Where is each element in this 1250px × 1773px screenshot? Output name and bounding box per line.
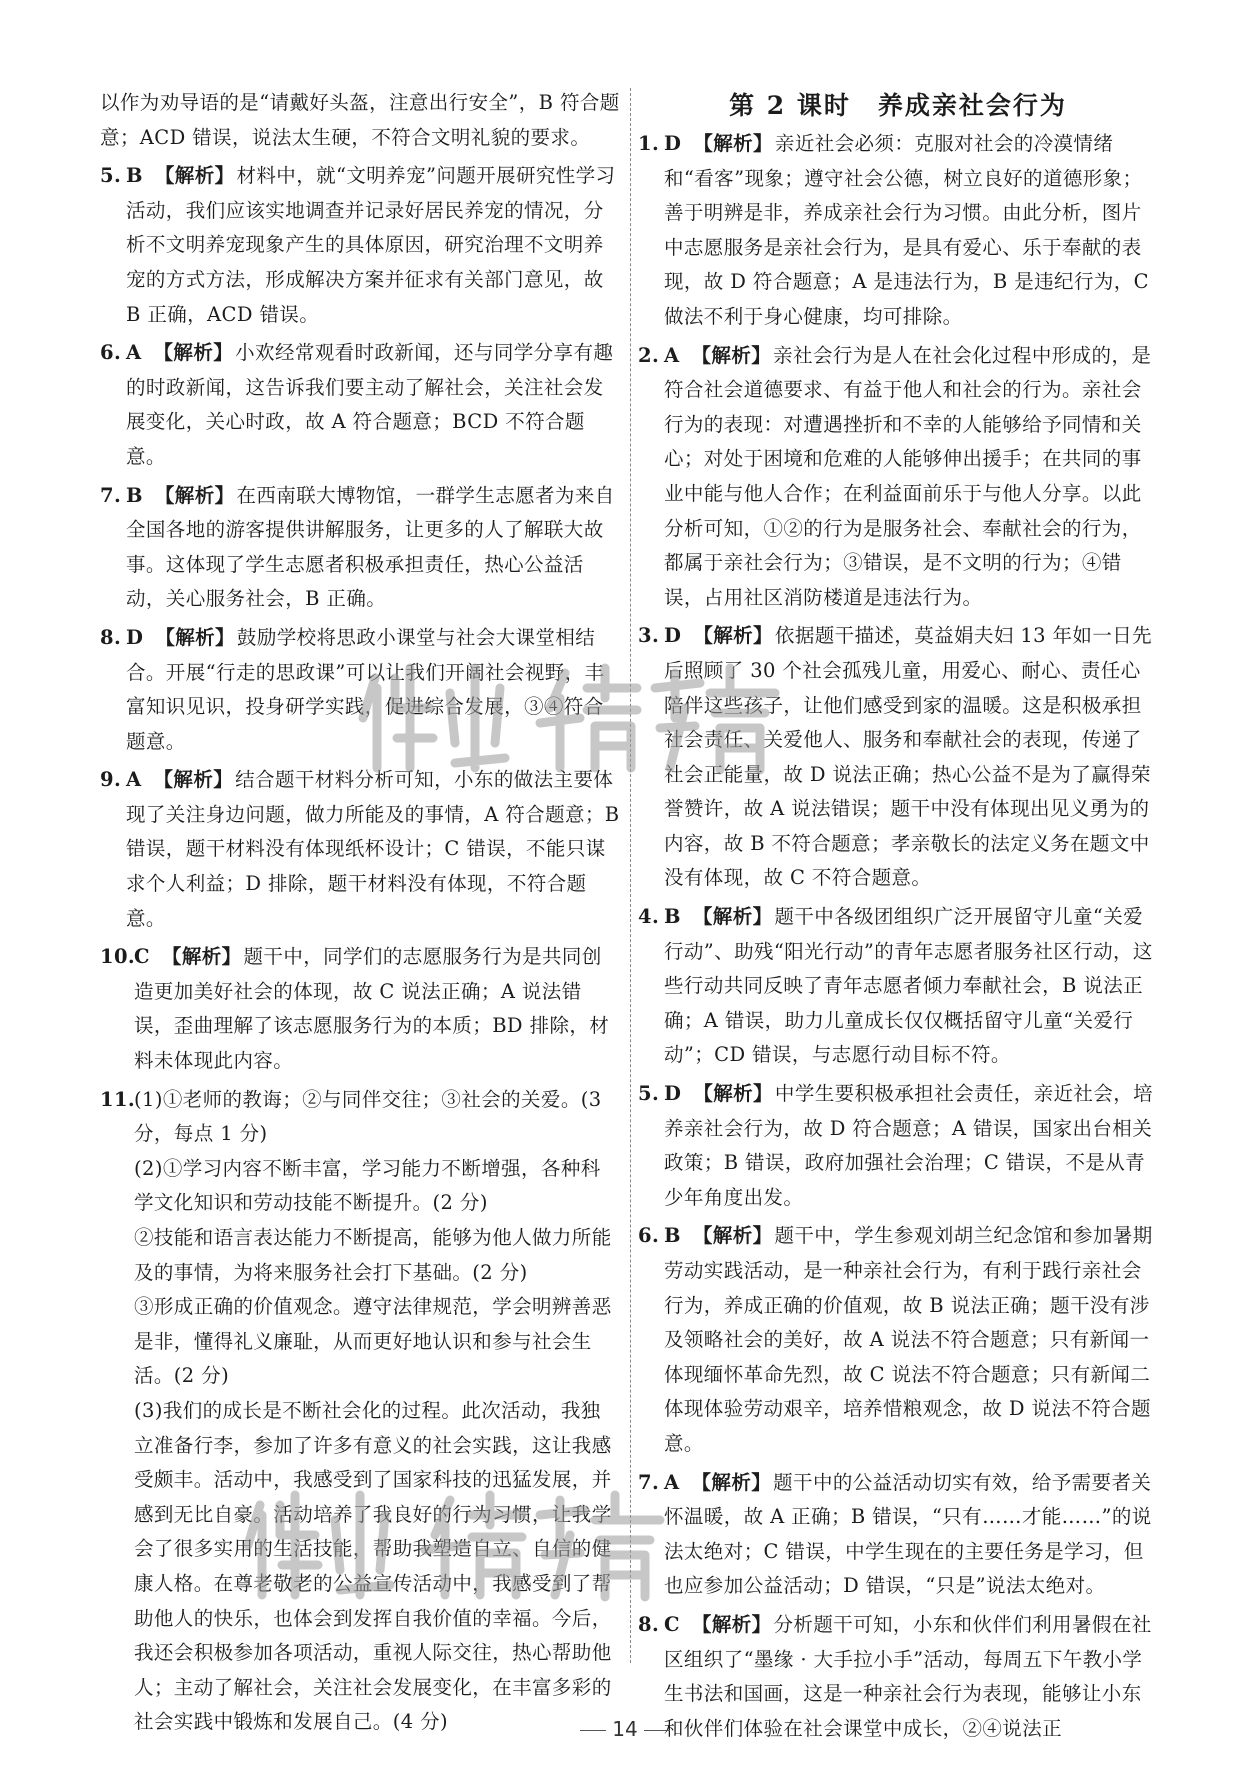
answer-letter: B: [126, 483, 143, 507]
answer-letter: D: [126, 625, 144, 649]
answer-item-7: [100, 479, 620, 617]
page-number-dash: [580, 1730, 606, 1731]
q11-part-2-point-3: ③形成正确的价值观念。遵守法律规范，学会明辨善恶是非，懂得礼义廉耻，从而更好地认识和参与社会生活。(2 分): [134, 1295, 612, 1388]
analysis-text: 在西南联大博物馆，一群学生志愿者为来自全国各地的游客提供讲解服务，让更多的人了解联大故事。这体现了学生志愿者积极承担责任，热心公益活动，关心服务社会，B 正确。: [126, 483, 615, 611]
column-divider: [630, 88, 631, 1663]
analysis-tag: 【解析】: [693, 624, 773, 648]
q11-part-2-point-2: ②技能和语言表达能力不断提高，能够为他人做力所能及的事情，为将来服务社会打下基础。(2 分): [134, 1226, 612, 1284]
analysis-tag: 【解析】: [691, 1612, 772, 1636]
answer-letter: B: [126, 164, 143, 188]
item-number: 9.: [100, 768, 122, 792]
analysis-tag: 【解析】: [154, 164, 235, 188]
answer-item-11: [100, 1083, 620, 1740]
answer-item-9: [100, 763, 620, 936]
analysis-text: 题干中，同学们的志愿服务行为是共同创造更加美好社会的体现，故 C 说法正确；A 说法错误，歪曲理解了该志愿服务行为的本质；BD 排除，材料未体现此内容。: [134, 945, 610, 1073]
answer-letter: B: [664, 905, 681, 929]
analysis-text: 中学生要积极承担社会责任，亲近社会，培养亲社会行为，故 D 符合题意；A 错误，国家出台相关政策；B 错误，政府加强社会治理；C 错误，不是从青少年角度出发。: [664, 1082, 1154, 1209]
analysis-tag: 【解析】: [155, 625, 235, 649]
q11-part-2-point-1: (2)①学习内容不断丰富，学习能力不断增强，各种科学文化知识和劳动技能不断提升。(2 分): [134, 1156, 601, 1215]
analysis-tag: 【解析】: [691, 343, 772, 367]
answer-letter: A: [126, 768, 142, 792]
answer-letter: A: [664, 1470, 680, 1494]
right-column: [638, 76, 1158, 1750]
item-number: 10.: [100, 945, 136, 969]
answer-item-10: [100, 940, 620, 1078]
analysis-tag: 【解析】: [692, 1224, 773, 1248]
q11-part-1: (1)①老师的教诲；②与同伴交往；③社会的关爱。(3 分，每点 1 分): [134, 1087, 602, 1146]
analysis-text: 材料中，就“文明养宠”问题开展研究性学习活动，我们应该实地调查并记录好居民养宠的情况，分析不文明养宠现象产生的具体原因，研究治理不文明养宠的方式方法，形成解决方案并征求有关部门意见，故 B 正确，ACD 错误。: [126, 164, 616, 326]
analysis-text: 亲近社会必须：克服对社会的冷漠情绪和“看客”现象；遵守社会公德，树立良好的道德形象；善于明辨是非，养成亲社会行为习惯。由此分析，图片中志愿服务是亲社会行为，是具有爱心、乐于奉献的表现，故 D 符合题意；A 是违法行为，B 是违纪行为，C 做法不利于身心健康，均可排除。: [664, 132, 1149, 328]
item-number: 1.: [638, 132, 660, 155]
answer-letter: D: [664, 132, 682, 155]
item-number: 3.: [638, 624, 660, 648]
analysis-tag: 【解析】: [153, 341, 234, 365]
lesson2-item-1: [638, 127, 1158, 335]
analysis-text: 题干中，学生参观刘胡兰纪念馆和参加暑期劳动实践活动，是一种亲社会行为，有利于践行亲社会行为，养成正确的价值观，故 B 说法正确；题干没有涉及领略社会的美好，故 A 说法不符合题意；只有新闻一体现缅怀革命先烈，故 C 说法不符合题意；只有新闻二体现体验劳动艰辛，培养惜粮观念，故 D 说法不符合题意。: [664, 1224, 1153, 1455]
item-number: 6.: [638, 1224, 660, 1248]
analysis-text: 结合题干材料分析可知，小东的做法主要体现了关注身边问题，做力所能及的事情，A 符合题意；B 错误，题干材料没有体现纸杯设计；C 错误，不能只谋求个人利益；D 排除，题干材料没有体现，不符合题意。: [126, 768, 620, 930]
analysis-tag: 【解析】: [692, 905, 773, 929]
item-number: 6.: [100, 341, 122, 365]
answer-item-5: [100, 159, 620, 332]
lesson2-item-6: [638, 1219, 1158, 1461]
analysis-text: 鼓励学校将思政小课堂与社会大课堂相结合。开展“行走的思政课”可以让我们开阔社会视野，丰富知识见识，投身研学实践，促进综合发展，③④符合题意。: [126, 625, 605, 753]
lesson2-item-7: [638, 1466, 1158, 1604]
page-number: [0, 1717, 1250, 1741]
lesson2-item-2: [638, 339, 1158, 616]
q11-part-3: (3)我们的成长是不断社会化的过程。此次活动，我独立准备行李，参加了许多有意义的社会实践，这让我感受颇丰。活动中，我感受到了国家科技的迅猛发展，并感到无比自豪。活动培养了我良好的行为习惯，让我学会了很多实用的生活技能，帮助我塑造自立、自信的健康人格。在尊老敬老的公益宣传活动中，我感受到了帮助他人的快乐，也体会到发挥自我价值的幸福。今后，我还会积极参加各项活动，重视人际交往，热心帮助他人；主动了解社会，关注社会发展变化，在丰富多彩的社会实践中锻炼和发展自己。(4 分): [134, 1398, 612, 1734]
lesson2-item-4: [638, 900, 1158, 1073]
section-title: 第 2 课时 养成亲社会行为: [729, 91, 1067, 120]
analysis-tag: 【解析】: [691, 1470, 772, 1494]
item-number: 11.: [100, 1087, 136, 1111]
analysis-text: 题干中的公益活动切实有效，给予需要者关怀温暖，故 A 正确；B 错误，“只有……才能……”的说法太绝对；C 错误，中学生现在的主要任务是学习，但也应参加公益活动；D 错误，“只是”说法太绝对。: [664, 1470, 1152, 1598]
analysis-text: 亲社会行为是人在社会化过程中形成的，是符合社会道德要求、有益于他人和社会的行为。亲社会行为的表现：对遭遇挫折和不幸的人能够给予同情和关心；对处于困境和危难的人能够伸出援手；在共同的事业中能与他人合作；在利益面前乐于与他人分享。以此分析可知，①②的行为是服务社会、奉献社会的行为，都属于亲社会行为；③错误，是不文明的行为；④错误，占用社区消防楼道是违法行为。: [664, 343, 1152, 609]
item-number: 7.: [100, 483, 122, 507]
answer-letter: D: [664, 1082, 682, 1106]
item-number: 2.: [638, 343, 660, 367]
analysis-text: 分析题干可知，小东和伙伴们利用暑假在社区组织了“墨缘 · 大手拉小手”活动，每周五下午教小学生书法和国画，这是一种亲社会行为表现，能够让小东和伙伴们体验在社会课堂中成长，②④说法正: [664, 1612, 1152, 1740]
lesson2-item-5: [638, 1077, 1158, 1215]
answer-letter: C: [664, 1612, 680, 1636]
item-number: 5.: [100, 164, 122, 188]
item-number: 8.: [638, 1612, 660, 1636]
analysis-tag: 【解析】: [161, 945, 242, 969]
page-number-text: 14: [612, 1717, 638, 1741]
item-number: 7.: [638, 1470, 660, 1494]
lesson2-item-3: [638, 619, 1158, 896]
item-number: 4.: [638, 905, 660, 929]
answer-letter: D: [664, 624, 682, 648]
analysis-tag: 【解析】: [153, 768, 234, 792]
page-number-dash: [644, 1730, 670, 1731]
analysis-text: 依据题干描述，莫益娟夫妇 13 年如一日先后照顾了 30 个社会孤残儿童，用爱心、耐心、责任心陪伴这些孩子，让他们感受到家的温暖。这是积极承担社会责任、关爱他人、服务和奉献社会的表现，传递了社会正能量，故 D 说法正确；热心公益不是为了赢得荣誉赞许，故 A 说法错误；题干中没有体现出见义勇为的内容，故 B 不符合题意；孝亲敬长的法定义务在题文中没有体现，故 C 不符合题意。: [664, 624, 1153, 890]
answer-letter: C: [134, 945, 150, 969]
analysis-text: 小欢经常观看时政新闻，还与同学分享有趣的时政新闻，这告诉我们要主动了解社会，关注社会发展变化，关心时政，故 A 符合题意；BCD 不符合题意。: [126, 341, 614, 468]
analysis-tag: 【解析】: [154, 483, 235, 507]
item-number: 5.: [638, 1082, 660, 1106]
left-column: [100, 86, 620, 1744]
continuation-text: 以作为劝导语的是“请戴好头盔，注意出行安全”，B 符合题意；ACD 错误，说法太生硬，不符合文明礼貌的要求。: [100, 91, 620, 149]
answer-item-8: [100, 621, 620, 759]
answer-letter: B: [664, 1224, 681, 1248]
analysis-tag: 【解析】: [693, 132, 773, 155]
analysis-tag: 【解析】: [693, 1082, 773, 1106]
answer-letter: A: [126, 341, 142, 365]
answer-item-6: [100, 336, 620, 474]
analysis-text: 题干中各级团组织广泛开展留守儿童“关爱行动”、助残“阳光行动”的青年志愿者服务社区行动，这些行动共同反映了青年志愿者倾力奉献社会，B 说法正确；A 错误，助力儿童成长仅仅概括留守儿童“关爱行动”；CD 错误，与志愿行动目标不符。: [664, 905, 1153, 1067]
item-number: 8.: [100, 625, 122, 649]
answer-letter: A: [664, 343, 680, 367]
